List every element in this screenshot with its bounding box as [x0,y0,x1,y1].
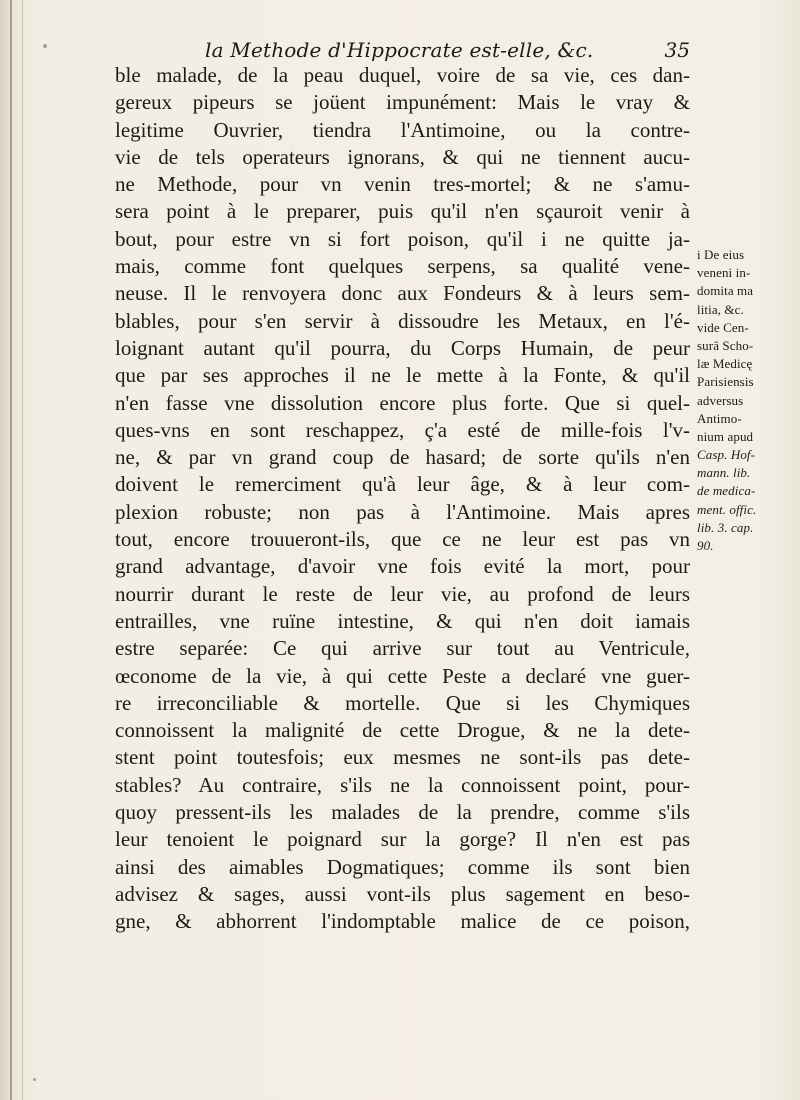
text-line: nourrir durant le reste de leur vie, au profond de leurs [115,581,690,606]
note-line: 90. [697,538,714,553]
note-line: de medica- [697,483,756,499]
note-line: Antimo- [697,410,742,426]
note-line: litia, &c. [697,301,744,317]
note-line: læ Medicę [697,356,753,372]
text-line: re irreconciliable & mortelle. Que si les Chymiques [115,690,690,715]
note-line: vide Cen- [697,319,749,335]
text-line: leur tenoient le poignard sur la gorge? Il n'en est pas [115,827,690,852]
note-line: Casp. Hof- [697,447,756,463]
note-line: nium apud [697,428,754,444]
running-title: la Methode d'Hippocrate est-elle, &c. [205,38,594,62]
text-line: vie de tels operateurs ignorans, & qui ne tiennent aucu- [115,144,690,169]
note-line: veneni in- [697,265,751,281]
text-line: stables? Au contraire, s'ils ne la connoissent point, pour- [115,772,690,797]
text-line: tout, encore trouueront-ils, que ce ne leur est pas vn [115,527,690,552]
note-line: surâ Scho- [697,337,754,353]
text-line: ne Methode, pour vn venin tres-mortel; & ne s'amu- [115,172,690,197]
text-line: bout, pour estre vn si fort poison, qu'il i ne quitte ja- [115,226,690,251]
paper-speck [33,1078,36,1081]
text-line: plexion robuste; non pas à l'Antimoine. Mais apres [115,499,690,524]
text-line: gereux pipeurs se joüent impunément: Mais le vray & [115,90,690,115]
text-line: ainsi des aimables Dogmatiques; comme ils sont bien [115,854,690,879]
text-line: ble malade, de la peau duquel, voire de sa vie, ces dan- [115,63,690,87]
note-line: adversus [697,392,744,408]
text-line: legitime Ouvrier, tiendra l'Antimoine, ou la contre- [115,117,690,142]
text-line: œconome de la vie, à qui cette Peste a declaré vne guer- [115,663,690,688]
text-line: ques-vns en sont reschappez, ç'a esté de mille-fois l'v- [115,417,690,442]
text-line: gne, & abhorrent l'indomptable malice de ce poison, [115,909,690,934]
note-line: domita ma [697,283,754,299]
marginal-note [697,246,793,555]
text-line: connoissent la malignité de cette Drogue, & ne la dete- [115,718,690,743]
text-line: quoy pressent-ils les malades de la prendre, comme s'ils [115,800,690,825]
text-line: entrailles, vne ruïne intestine, & qui n'en doit iamais [115,608,690,633]
note-line: mann. lib. [697,465,751,481]
text-line: que par ses approches il ne le mette à la Fonte, & qu'il [115,363,690,388]
text-line: grand advantage, d'avoir vne fois evité la mort, pour [115,554,690,579]
text-line: blables, pour s'en servir à dissoudre les Metaux, en l'é- [115,308,690,333]
text-line: neuse. Il le renvoyera donc aux Fondeurs & à leurs sem- [115,281,690,306]
binding-edge [10,0,12,1100]
main-text-block [115,62,690,936]
note-line: i De eius [697,247,745,262]
text-line: sera point à le preparer, puis qu'il n'en sçauroit venir à [115,199,690,224]
page-number: 35 [664,38,690,62]
text-line: loignant autant qu'il pourra, du Corps Humain, de peur [115,335,690,360]
note-line: lib. 3. cap. [697,519,754,535]
text-line: estre separée: Ce qui arrive sur tout au Ventricule, [115,636,690,661]
text-line: ne, & par vn grand coup de hasard; de sorte qu'ils n'en [115,445,690,470]
text-line: n'en fasse vne dissolution encore plus forte. Que si quel- [115,390,690,415]
text-line: stent point toutesfois; eux mesmes ne sont-ils pas dete- [115,745,690,770]
text-line: advisez & sages, aussi vont-ils plus sagement en beso- [115,881,690,906]
text-line: doivent le remerciment qu'à leur âge, & à leur com- [115,472,690,497]
text-line: mais, comme font quelques serpens, sa qualité vene- [115,254,690,279]
binding-shadow [22,0,23,1100]
note-line: ment. offic. [697,501,757,517]
note-line: Parisiensis [697,374,754,390]
paper-speck [43,44,47,48]
